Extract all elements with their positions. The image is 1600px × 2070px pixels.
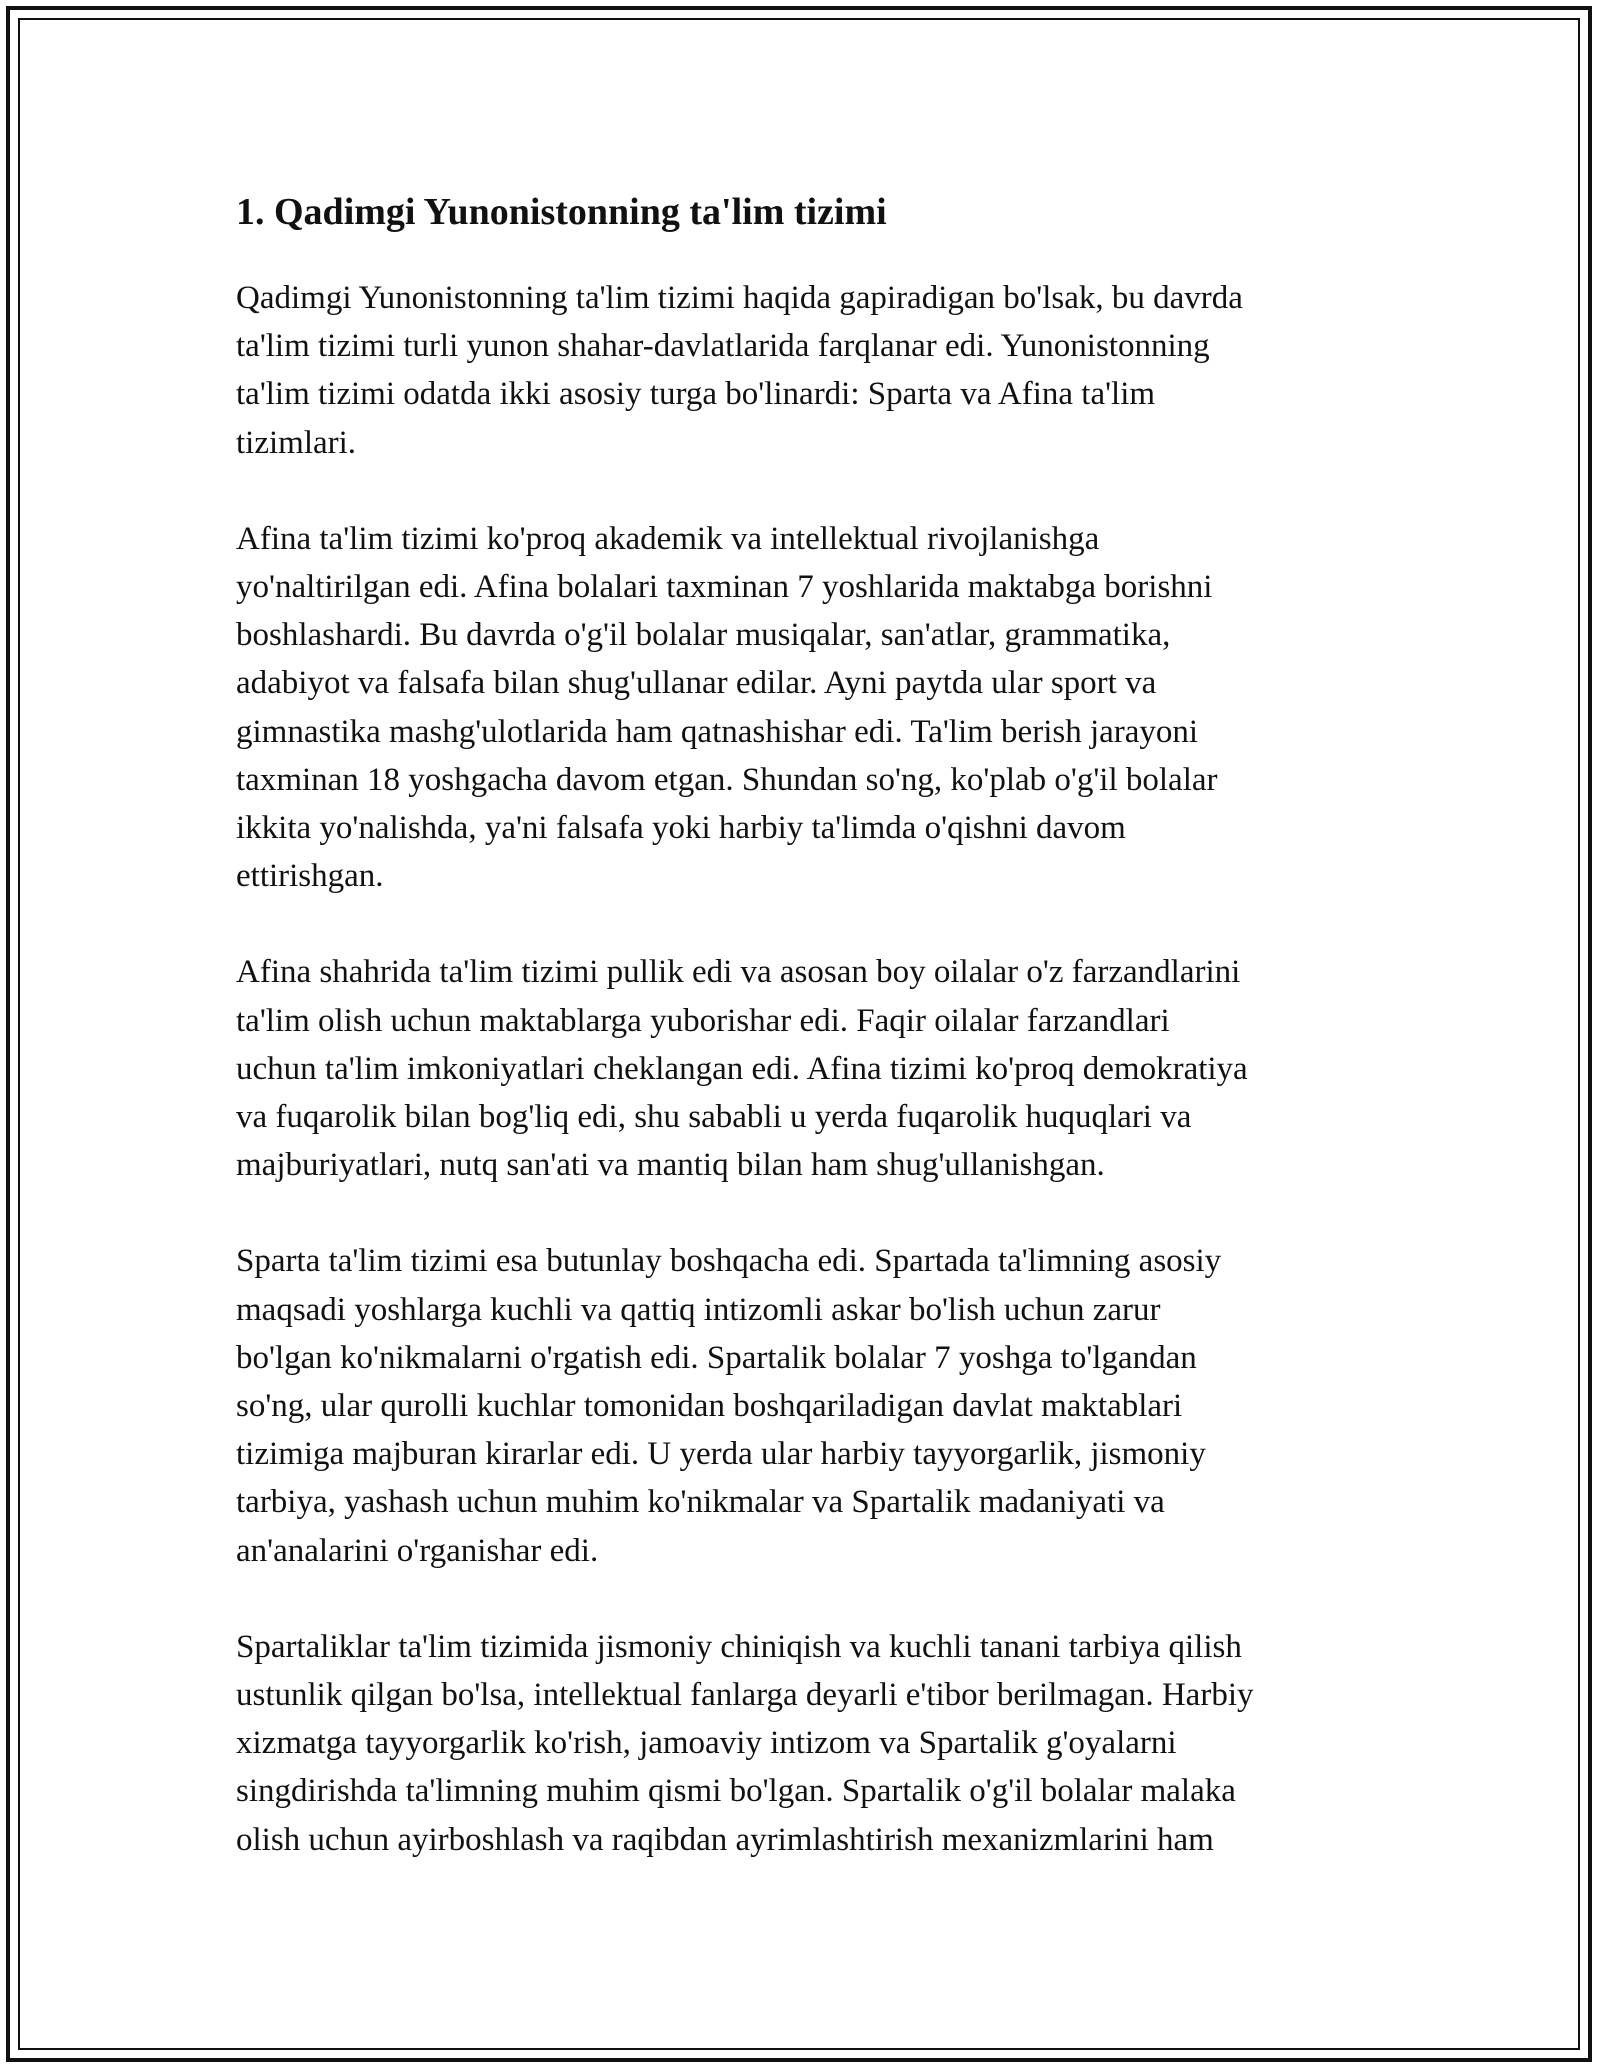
paragraph-sparta-physical <box>236 1623 1366 1864</box>
section-title: 1. Qadimgi Yunonistonning ta'lim tizimi <box>236 191 887 233</box>
paragraph-intro <box>236 274 1366 467</box>
text-line: gimnastika mashg'ulotlarida ham qatnashishar edi. Ta'lim berish jarayoni <box>236 713 1199 750</box>
text-line: singdirishda ta'limning muhim qismi bo'lgan. Spartalik o'g'il bolalar malaka <box>236 1773 1236 1810</box>
text-line: va fuqarolik bilan bog'liq edi, shu sababli u yerda fuqarolik huquqlari va <box>236 1099 1192 1136</box>
text-line: xizmatga tayyorgarlik ko'rish, jamoaviy intizom va Spartalik g'oyalarni <box>236 1725 1177 1762</box>
text-line: ta'lim tizimi turli yunon shahar-davlatlarida farqlanar edi. Yunonistonning <box>236 328 1210 365</box>
text-line: uchun ta'lim imkoniyatlari cheklangan edi. Afina tizimi ko'proq demokratiya <box>236 1050 1248 1087</box>
text-line: taxminan 18 yoshgacha davom etgan. Shundan so'ng, ko'plab o'g'il bolalar <box>236 761 1218 798</box>
text-line: tarbiya, yashash uchun muhim ko'nikmalar va Spartalik madaniyati va <box>236 1484 1165 1521</box>
text-line: ettirishgan. <box>236 858 384 895</box>
text-line: ta'lim tizimi odatda ikki asosiy turga bo'linardi: Sparta va Afina ta'lim <box>236 376 1156 413</box>
paragraph-athens-access <box>236 948 1366 1189</box>
paragraph-athens-education <box>236 515 1366 901</box>
text-line: ta'lim olish uchun maktablarga yuborishar edi. Faqir oilalar farzandlari <box>236 1002 1170 1039</box>
text-line: an'analarini o'rganishar edi. <box>236 1532 599 1569</box>
text-line: olish uchun ayirboshlash va raqibdan ayrimlashtirish mexanizmlarini ham <box>236 1821 1214 1858</box>
text-line: Qadimgi Yunonistonning ta'lim tizimi haqida gapiradigan bo'lsak, bu davrda <box>236 280 1243 316</box>
text-line: ikkita yo'nalishda, ya'ni falsafa yoki harbiy ta'limda o'qishni davom <box>236 810 1126 847</box>
text-line: Spartaliklar ta'lim tizimida jismoniy chiniqish va kuchli tanani tarbiya qilish <box>236 1628 1242 1665</box>
text-line: Sparta ta'lim tizimi esa butunlay boshqacha edi. Spartada ta'limning asosiy <box>236 1243 1222 1280</box>
text-line: Afina ta'lim tizimi ko'proq akademik va intellektual rivojlanishga <box>236 520 1100 557</box>
text-line: ustunlik qilgan bo'lsa, intellektual fanlarga deyarli e'tibor berilmagan. Harbiy <box>236 1677 1254 1714</box>
text-line: yo'naltirilgan edi. Afina bolalari taxminan 7 yoshlarida maktabga borishni <box>236 569 1213 606</box>
paragraph-sparta-education <box>236 1237 1366 1574</box>
text-line: bo'lgan ko'nikmalarni o'rgatish edi. Spartalik bolalar 7 yoshga to'lgandan <box>236 1339 1197 1376</box>
text-line: so'ng, ular qurolli kuchlar tomonidan boshqariladigan davlat maktablari <box>236 1388 1183 1425</box>
document-body <box>236 188 1366 1912</box>
text-line: majburiyatlari, nutq san'ati va mantiq bilan ham shug'ullanishgan. <box>236 1147 1105 1184</box>
text-line: boshlashardi. Bu davrda o'g'il bolalar musiqalar, san'atlar, grammatika, <box>236 617 1171 654</box>
text-line: adabiyot va falsafa bilan shug'ullanar edilar. Ayni paytda ular sport va <box>236 665 1157 702</box>
text-line: tizimiga majburan kirarlar edi. U yerda ular harbiy tayyorgarlik, jismoniy <box>236 1436 1206 1473</box>
text-line: tizimlari. <box>236 424 357 461</box>
text-line: Afina shahrida ta'lim tizimi pullik edi va asosan boy oilalar o'z farzandlarini <box>236 954 1241 991</box>
text-line: maqsadi yoshlarga kuchli va qattiq intizomli askar bo'lish uchun zarur <box>236 1291 1161 1328</box>
